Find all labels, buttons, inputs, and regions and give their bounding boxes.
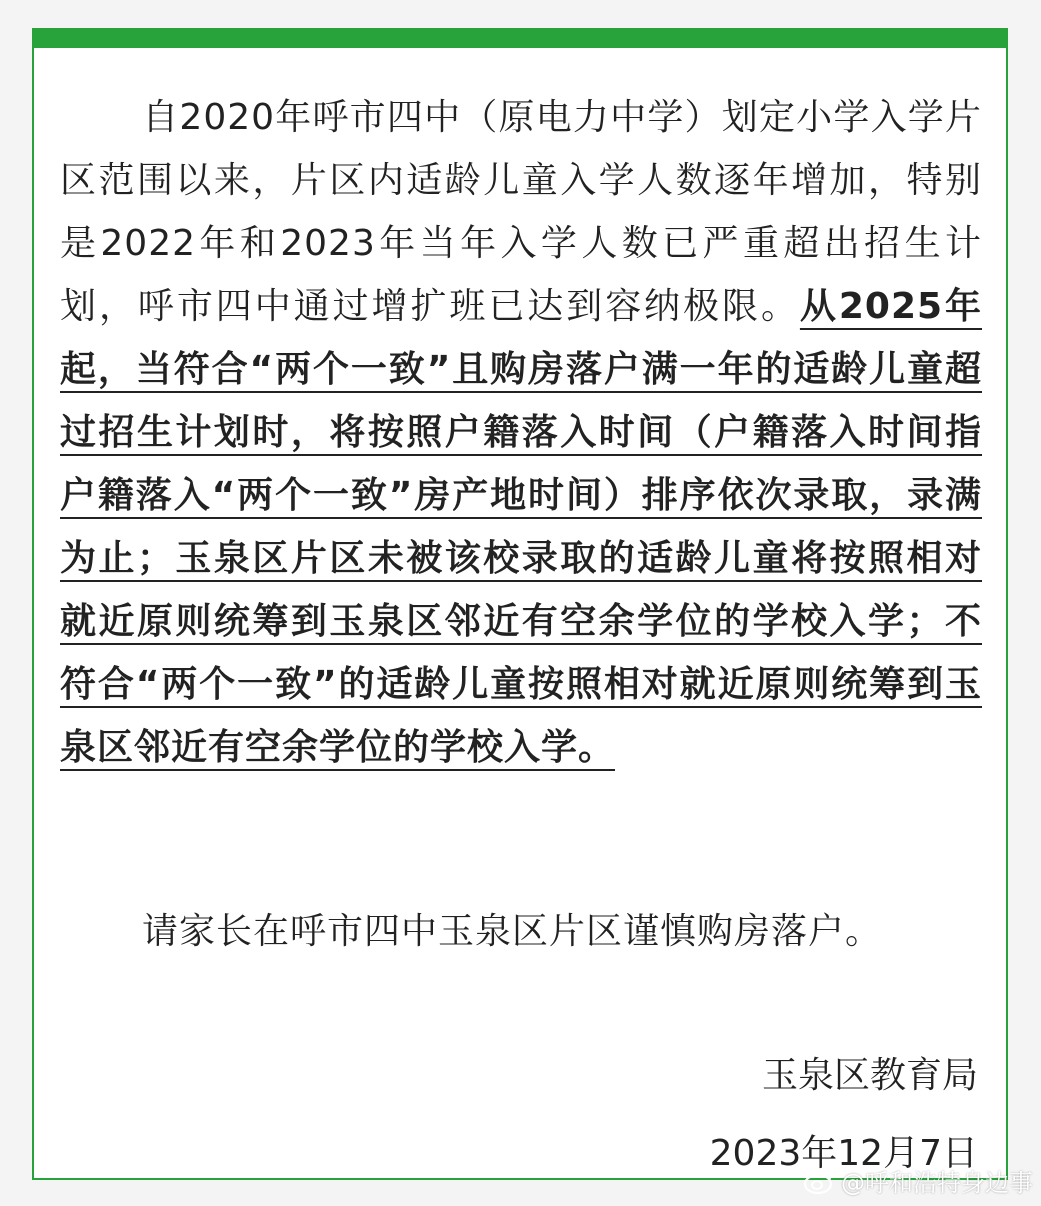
watermark-text: @呼和浩特身边事	[841, 1169, 1033, 1197]
paragraph-lead: 自2020年呼市四中（原电力中学）划定小学入学片区范围以来，片区内适龄儿童入学人数逐年增加，特别是2022年和2023年当年入学人数已严重超出招生计划，呼市四中通过增扩班已达到容纳极限。	[60, 97, 982, 327]
notice-frame	[32, 28, 1008, 1180]
weibo-icon	[803, 1167, 837, 1195]
watermark	[803, 1163, 1033, 1198]
notice-body	[60, 86, 982, 779]
issue-date: 2023年12月7日	[709, 1133, 978, 1174]
issuer: 玉泉区教育局	[761, 1055, 978, 1096]
header-bar	[34, 30, 1006, 48]
paragraph-emphasis: 从2025年起，当符合“两个一致”且购房落户满一年的适龄儿童超过招生计划时，将按照户籍落入时间（户籍落入时间指户籍落入“两个一致”房产地时间）排序依次录取，录满为止；玉泉区片区未被该校录取的适龄儿童将按照相对就近原则统筹到玉泉区邻近有空余学位的学校入学；不符合“两个一致”的适龄儿童按照相对就近原则统筹到玉泉区邻近有空余学位的学校入学。	[60, 286, 982, 768]
appeal-text: 请家长在呼市四中玉泉区片区谨慎购房落户。	[142, 911, 883, 952]
